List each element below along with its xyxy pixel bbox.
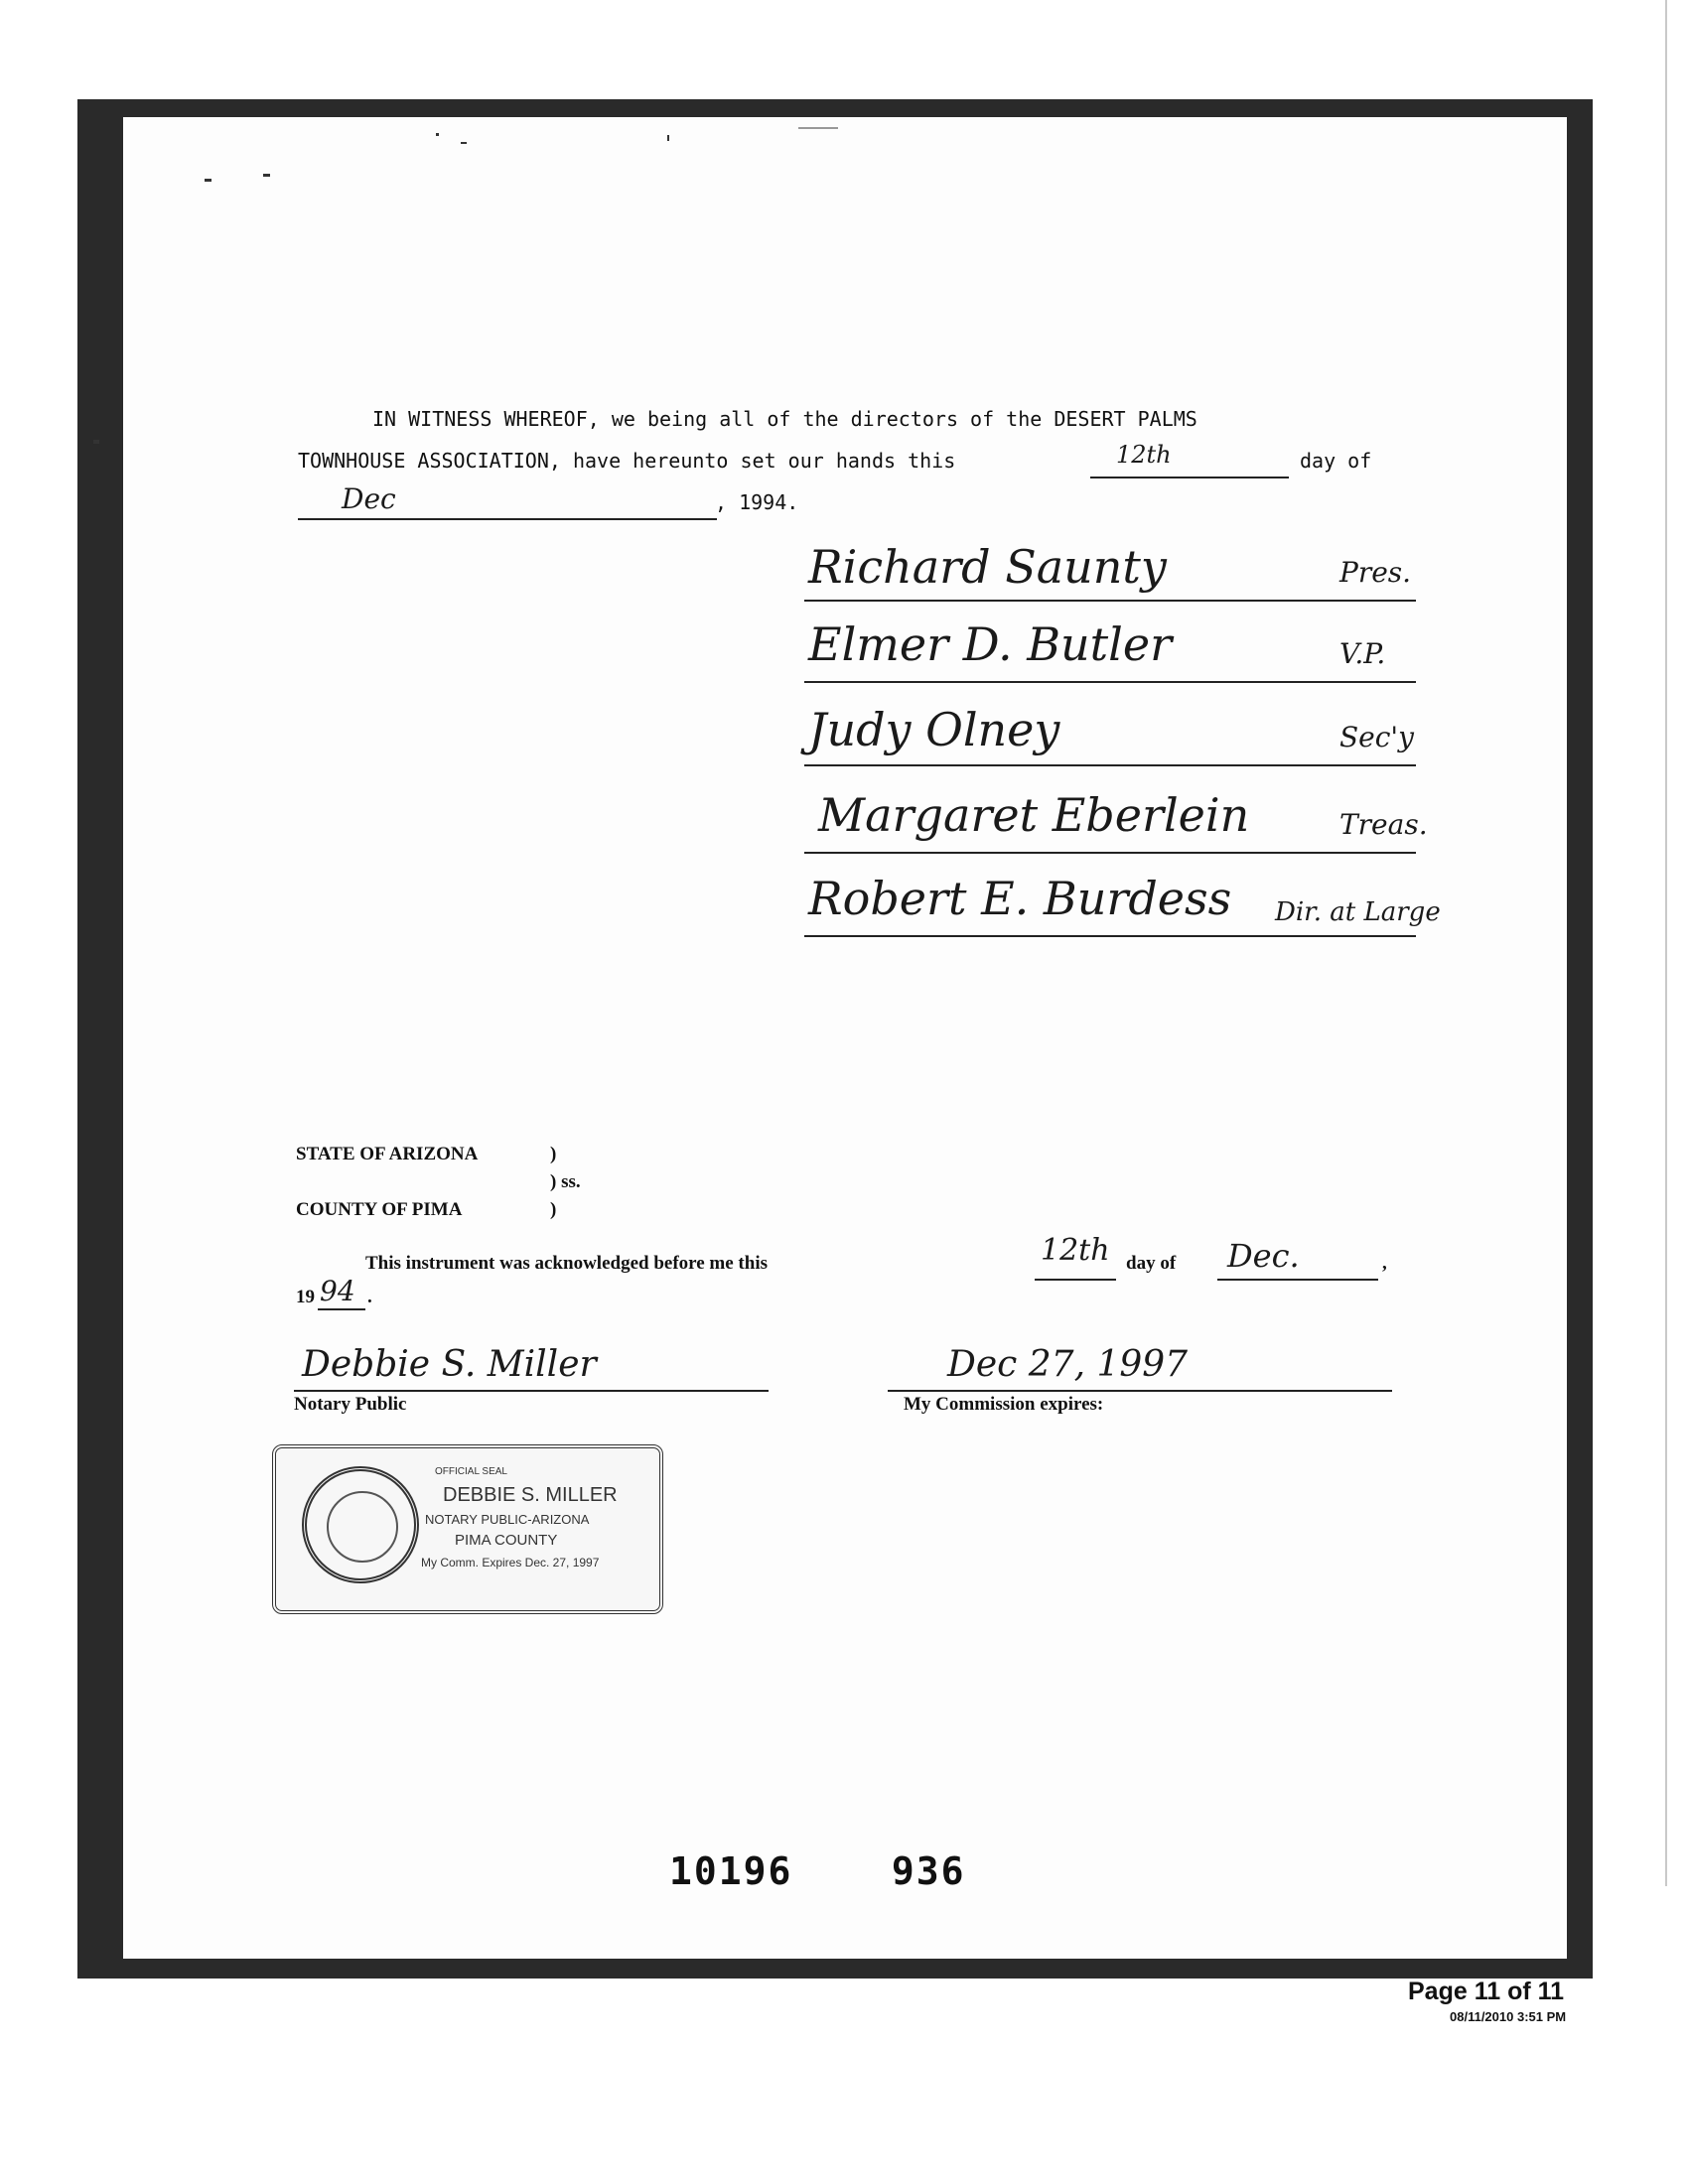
signature-line: [804, 852, 1416, 854]
scan-speck: [205, 179, 211, 182]
seal-text-5: My Comm. Expires Dec. 27, 1997: [421, 1556, 600, 1570]
commission-label: My Commission expires:: [904, 1394, 1104, 1415]
scan-speck: [798, 127, 838, 129]
state-seal-inner: [327, 1491, 398, 1563]
venue-county: COUNTY OF PIMA: [296, 1199, 463, 1220]
witness-day-of: day of: [1300, 449, 1372, 473]
commission-line: [888, 1390, 1392, 1392]
ack-period: .: [367, 1287, 372, 1307]
notary-signature-line: [294, 1390, 769, 1392]
director-signature: Elmer D. Butler: [808, 617, 1173, 671]
scan-speck: [436, 133, 439, 136]
director-title: Treas.: [1339, 808, 1428, 841]
signature-line: [804, 935, 1416, 937]
ack-year-line: [318, 1308, 365, 1310]
day-fill-line: [1090, 477, 1289, 478]
witness-line-1: IN WITNESS WHEREOF, we being all of the directors of the DESERT PALMS: [372, 407, 1197, 431]
scan-speck: [461, 142, 467, 144]
acknowledgment-text: This instrument was acknowledged before me this: [365, 1253, 768, 1274]
scan-speck: [263, 174, 270, 177]
ack-year-prefix: 19: [296, 1287, 315, 1307]
seal-text-2: DEBBIE S. MILLER: [443, 1484, 618, 1506]
witness-month-fill: Dec: [342, 482, 396, 515]
print-timestamp: 08/11/2010 3:51 PM: [1450, 2009, 1567, 2024]
ack-day-of: day of: [1126, 1253, 1177, 1274]
page-indicator: Page 11 of 11: [1408, 1978, 1565, 2005]
scan-edge-rule: [1665, 0, 1667, 1886]
signature-line: [804, 600, 1416, 602]
signature-line: [804, 764, 1416, 766]
seal-text-4: PIMA COUNTY: [455, 1532, 558, 1549]
director-signature: Judy Olney: [808, 703, 1060, 756]
state-seal: [302, 1466, 419, 1583]
director-title: V.P.: [1339, 637, 1386, 670]
director-signature: Margaret Eberlein: [818, 788, 1250, 842]
witness-year: , 1994.: [715, 490, 799, 514]
scan-speck: [93, 440, 99, 444]
director-signature: Robert E. Burdess: [808, 872, 1232, 925]
signature-line: [804, 681, 1416, 683]
notary-seal-stamp: [272, 1444, 663, 1614]
venue-state: STATE OF ARIZONA: [296, 1144, 479, 1164]
ack-day-fill: 12th: [1041, 1233, 1110, 1268]
notary-label: Notary Public: [294, 1394, 407, 1415]
recording-number: 10196 936: [669, 1849, 966, 1893]
director-title: Sec'y: [1339, 721, 1414, 753]
venue-ss: ) ss.: [550, 1171, 581, 1192]
ack-year-fill: 94: [320, 1275, 355, 1307]
scan-speck: [667, 135, 669, 141]
seal-text-1: OFFICIAL SEAL: [435, 1466, 507, 1477]
document-page: [123, 117, 1567, 1959]
ack-month-fill: Dec.: [1227, 1237, 1300, 1275]
ack-comma: ,: [1382, 1253, 1387, 1274]
witness-line-2: TOWNHOUSE ASSOCIATION, have hereunto set our hands this: [298, 449, 956, 473]
ack-month-line: [1217, 1279, 1378, 1281]
witness-day-fill: 12th: [1116, 441, 1172, 469]
ack-day-line: [1035, 1279, 1116, 1281]
notary-signature: Debbie S. Miller: [302, 1344, 597, 1385]
director-title: Pres.: [1339, 556, 1412, 589]
commission-fill: Dec 27, 1997: [947, 1344, 1189, 1385]
month-fill-line: [298, 518, 717, 520]
seal-text-3: NOTARY PUBLIC-ARIZONA: [425, 1512, 590, 1527]
director-title: Dir. at Large: [1275, 897, 1441, 927]
director-signature: Richard Saunty: [808, 540, 1167, 594]
venue-paren: ): [550, 1144, 557, 1164]
venue-paren: ): [550, 1199, 557, 1220]
